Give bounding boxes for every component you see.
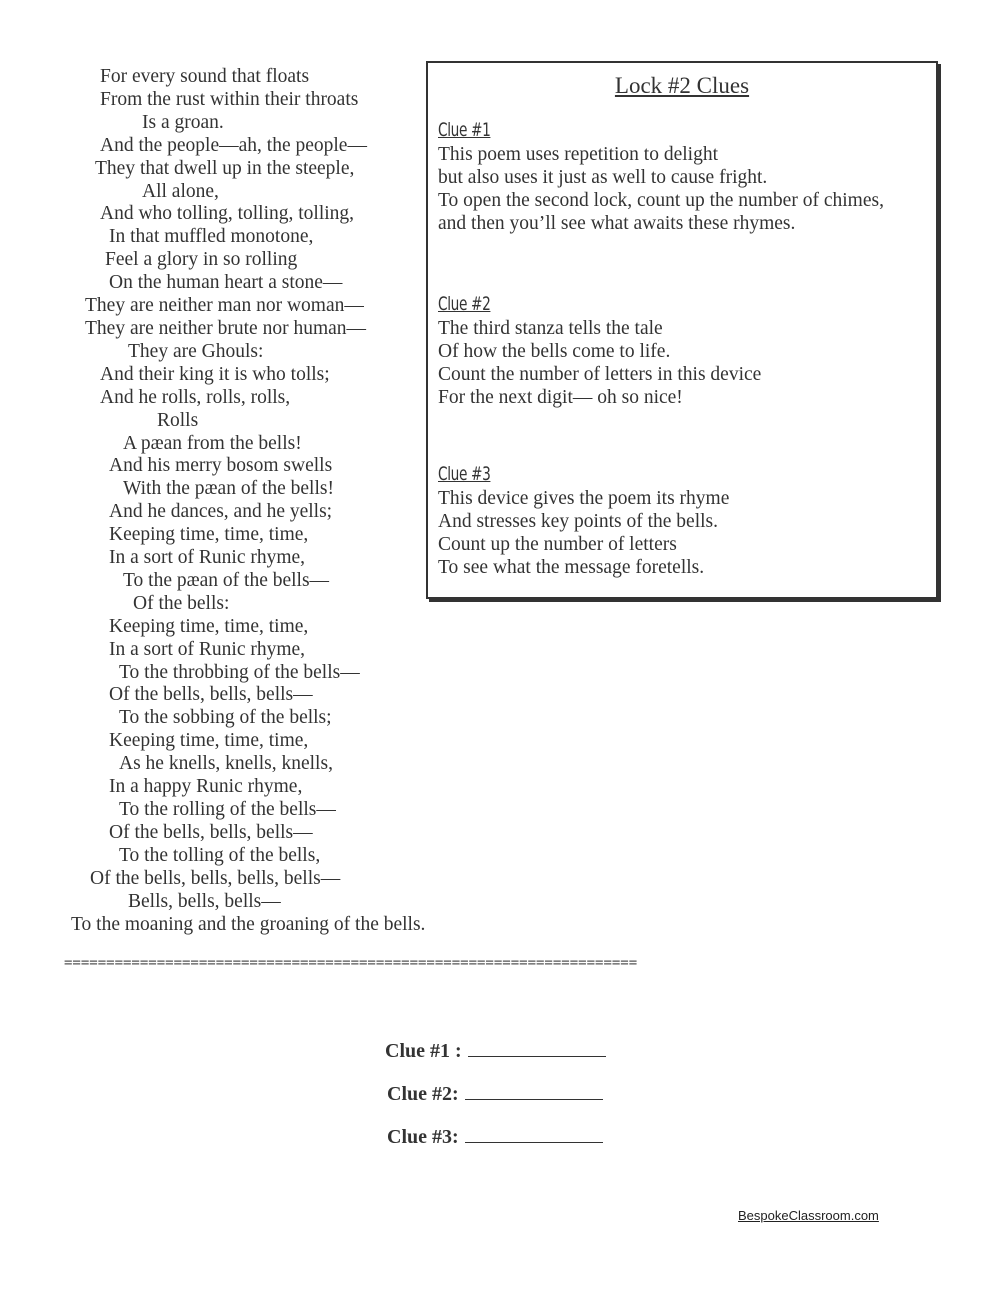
poem-text	[60, 66, 480, 936]
poem-line: Of the bells, bells, bells—	[109, 821, 313, 843]
poem-line: To the moaning and the groaning of the bells.	[71, 913, 426, 935]
clue-line: For the next digit— oh so nice!	[438, 387, 683, 408]
poem-line: They that dwell up in the steeple,	[95, 157, 355, 179]
clue-line: And stresses key points of the bells.	[438, 511, 719, 532]
clue-3-section	[438, 463, 930, 579]
clue-line: but also uses it just as well to cause fright.	[438, 167, 768, 188]
poem-line: They are neither man nor woman—	[85, 295, 364, 317]
answer-row-clue-1	[385, 1038, 606, 1063]
poem-line: In a sort of Runic rhyme,	[109, 547, 306, 569]
poem-line: In that muffled monotone,	[109, 226, 314, 248]
clue-1-heading: Clue #1	[438, 119, 491, 141]
poem-line: And his merry bosom swells	[109, 455, 333, 477]
poem-line: And the people—ah, the people—	[100, 134, 367, 156]
poem-line: To the rolling of the bells—	[119, 799, 336, 820]
footer-link[interactable]: BespokeClassroom.com	[738, 1208, 879, 1223]
poem-line: A pæan from the bells!	[123, 432, 302, 454]
poem-line: And their king it is who tolls;	[100, 363, 330, 385]
poem-line: Of the bells, bells, bells—	[109, 684, 313, 706]
lock-clues-box	[426, 61, 938, 599]
answer-blank-2[interactable]	[465, 1081, 603, 1100]
clue-line: The third stanza tells the tale	[438, 318, 663, 339]
poem-line: Is a groan.	[142, 111, 224, 133]
clue-2-heading: Clue #2	[438, 293, 491, 315]
clue-line: Of how the bells come to life.	[438, 341, 671, 362]
clue-3-heading: Clue #3	[438, 463, 491, 485]
clue-2-section	[438, 293, 930, 409]
poem-line: And he dances, and he yells;	[109, 501, 333, 523]
poem-line: And he rolls, rolls, rolls,	[100, 386, 291, 408]
answer-blank-1[interactable]	[468, 1038, 606, 1057]
clue-line: To see what the message foretells.	[438, 557, 705, 578]
clue-line: Count up the number of letters	[438, 534, 677, 555]
poem-line: With the pæan of the bells!	[123, 478, 334, 500]
clue-line: and then you’ll see what awaits these rhymes.	[438, 213, 796, 234]
poem-line: They are neither brute nor human—	[85, 317, 367, 339]
clue-1-section	[438, 119, 930, 235]
clue-line: To open the second lock, count up the number of chimes,	[438, 190, 884, 211]
poem-line: To the pæan of the bells—	[123, 569, 330, 591]
poem-line: Keeping time, time, time,	[109, 524, 309, 546]
poem-line: In a sort of Runic rhyme,	[109, 638, 306, 660]
answer-label: Clue #1 :	[385, 1040, 462, 1062]
clue-box-title: Lock #2 Clues	[614, 73, 750, 98]
poem-line: For every sound that floats	[100, 66, 310, 87]
poem-line: From the rust within their throats	[100, 88, 359, 110]
answer-label: Clue #2:	[387, 1083, 459, 1105]
poem-line: As he knells, knells, knells,	[119, 753, 333, 775]
answer-blank-3[interactable]	[465, 1124, 603, 1143]
poem-line: Of the bells:	[133, 592, 230, 614]
poem-line: Keeping time, time, time,	[109, 730, 309, 752]
poem-line: In a happy Runic rhyme,	[109, 776, 303, 798]
poem-line: Rolls	[157, 409, 199, 431]
poem-line: Keeping time, time, time,	[109, 615, 309, 637]
poem-line: To the sobbing of the bells;	[119, 707, 332, 729]
clue-line: Count the number of letters in this device	[438, 364, 762, 385]
answer-row-clue-3	[387, 1124, 603, 1149]
section-divider: ====================================================================	[64, 955, 638, 971]
poem-line: Of the bells, bells, bells, bells—	[90, 867, 341, 889]
poem-line: They are Ghouls:	[128, 340, 264, 362]
poem-line: On the human heart a stone—	[109, 272, 343, 294]
poem-line: All alone,	[142, 180, 219, 202]
poem-line: Feel a glory in so rolling	[105, 249, 298, 271]
poem-line: To the throbbing of the bells—	[119, 661, 360, 683]
clue-line: This poem uses repetition to delight	[438, 144, 718, 165]
answer-label: Clue #3:	[387, 1126, 459, 1148]
poem-line: And who tolling, tolling, tolling,	[100, 203, 355, 225]
answer-row-clue-2	[387, 1081, 603, 1106]
poem-line: Bells, bells, bells—	[128, 890, 281, 912]
clue-line: This device gives the poem its rhyme	[438, 488, 730, 509]
poem-line: To the tolling of the bells,	[119, 844, 321, 866]
